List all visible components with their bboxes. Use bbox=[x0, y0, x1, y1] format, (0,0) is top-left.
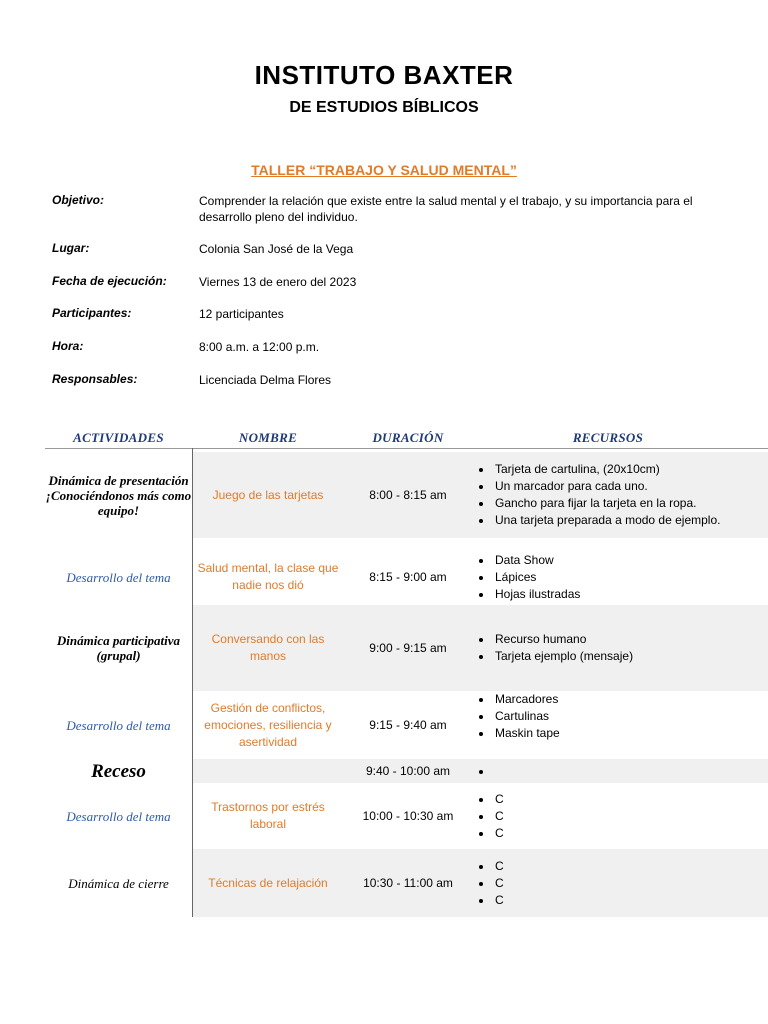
name-cell: Técnicas de relajación bbox=[208, 875, 328, 890]
table-row bbox=[45, 452, 768, 538]
duration-cell: 10:00 - 10:30 am bbox=[362, 809, 454, 823]
activity-cell: Desarrollo del tema bbox=[66, 569, 171, 585]
list-item: • Gancho para fijar la tarjeta en la ropa. bbox=[493, 495, 720, 512]
duration-cell: 8:15 - 9:00 am bbox=[369, 570, 447, 584]
header-nombre: NOMBRE bbox=[238, 430, 298, 445]
list-item: • Data Show bbox=[493, 552, 580, 569]
name-cell: Trastornos por estrés laboral bbox=[211, 800, 325, 831]
name-cell: Juego de las tarjetas bbox=[212, 487, 324, 502]
info-value: Colonia San José de la Vega bbox=[199, 242, 354, 256]
resources-cell bbox=[473, 549, 768, 605]
info-label: Objetivo: bbox=[52, 193, 105, 207]
list-item: • Maskin tape bbox=[493, 725, 560, 742]
info-value: Viernes 13 de enero del 2023 bbox=[199, 275, 357, 289]
resources-list bbox=[473, 461, 720, 529]
name-cell: Conversando con las manos bbox=[211, 632, 325, 663]
resources-list bbox=[473, 791, 504, 842]
info-label: Lugar: bbox=[52, 241, 90, 255]
list-item: • Tarjeta ejemplo (mensaje) bbox=[493, 648, 633, 665]
table-row bbox=[45, 549, 768, 605]
activity-cell: Dinámica participativa (grupal) bbox=[56, 633, 181, 663]
name-cell: Gestión de conflictos, emociones, resiliencia y asertividad bbox=[204, 700, 332, 749]
resources-list bbox=[473, 552, 580, 603]
duration-cell: 9:15 - 9:40 am bbox=[369, 718, 447, 732]
list-item: • C bbox=[493, 808, 504, 825]
table-row bbox=[45, 849, 768, 917]
header-recursos: RECURSOS bbox=[572, 430, 644, 445]
list-item: • Un marcador para cada uno. bbox=[493, 478, 720, 495]
institute-title: INSTITUTO BAXTER bbox=[254, 60, 514, 90]
table-row bbox=[45, 605, 768, 691]
resources-cell bbox=[473, 452, 768, 538]
activity-cell: Receso bbox=[91, 760, 146, 782]
workshop-title: TALLER “TRABAJO Y SALUD MENTAL” bbox=[251, 162, 517, 178]
list-item: • Tarjeta de cartulina, (20x10cm) bbox=[493, 461, 720, 478]
info-label: Responsables: bbox=[52, 372, 138, 386]
table-row bbox=[45, 691, 768, 759]
info-value: Licenciada Delma Flores bbox=[199, 373, 332, 387]
duration-cell: 9:40 - 10:00 am bbox=[365, 764, 451, 778]
list-item: • C bbox=[493, 825, 504, 842]
resources-list bbox=[473, 858, 504, 909]
activity-cell: Dinámica de cierre bbox=[68, 875, 169, 891]
list-item: • Marcadores bbox=[493, 691, 560, 708]
resources-list bbox=[473, 691, 560, 742]
info-label: Participantes: bbox=[52, 306, 132, 320]
activity-cell: Desarrollo del tema bbox=[66, 808, 171, 824]
name-cell: Salud mental, la clase que nadie nos dió bbox=[197, 561, 339, 592]
info-label: Hora: bbox=[52, 339, 84, 353]
list-item bbox=[493, 763, 495, 780]
list-item: • C bbox=[493, 791, 504, 808]
list-item: • Lápices bbox=[493, 569, 580, 586]
info-label: Fecha de ejecución: bbox=[52, 274, 167, 288]
table-row bbox=[45, 759, 768, 783]
info-value: 12 participantes bbox=[199, 307, 284, 321]
duration-cell: 10:30 - 11:00 am bbox=[363, 876, 453, 890]
activity-cell: Dinámica de presentación ¡Conociéndonos más como equipo! bbox=[45, 472, 192, 518]
list-item: • C bbox=[493, 858, 504, 875]
resources-list bbox=[473, 763, 495, 780]
resources-cell bbox=[473, 605, 768, 691]
list-item: • C bbox=[493, 892, 504, 909]
info-value: 8:00 a.m. a 12:00 p.m. bbox=[199, 340, 320, 354]
info-value: Comprender la relación que existe entre la salud mental y el trabajo, y su importancia para el desarrollo pleno del individuo. bbox=[199, 194, 693, 224]
resources-list bbox=[473, 631, 633, 665]
list-item: • Cartulinas bbox=[493, 708, 560, 725]
duration-cell: 8:00 - 8:15 am bbox=[369, 488, 447, 502]
header-duracion: DURACIÓN bbox=[372, 430, 444, 445]
header-divider bbox=[45, 448, 768, 449]
resources-cell bbox=[473, 849, 768, 917]
list-item: • C bbox=[493, 875, 504, 892]
resources-cell bbox=[473, 783, 768, 849]
table-row bbox=[45, 783, 768, 849]
list-item: • Recurso humano bbox=[493, 631, 633, 648]
name-cell bbox=[195, 759, 341, 783]
list-item: • Una tarjeta preparada a modo de ejemplo. bbox=[493, 512, 720, 529]
header-actividades: ACTIVIDADES bbox=[73, 430, 164, 445]
resources-cell bbox=[473, 691, 768, 759]
resources-cell bbox=[473, 759, 768, 783]
institute-subtitle: DE ESTUDIOS BÍBLICOS bbox=[289, 99, 479, 116]
duration-cell: 9:00 - 9:15 am bbox=[369, 641, 447, 655]
activity-cell: Desarrollo del tema bbox=[66, 717, 171, 733]
column-divider bbox=[192, 448, 193, 917]
list-item: • Hojas ilustradas bbox=[493, 586, 580, 603]
